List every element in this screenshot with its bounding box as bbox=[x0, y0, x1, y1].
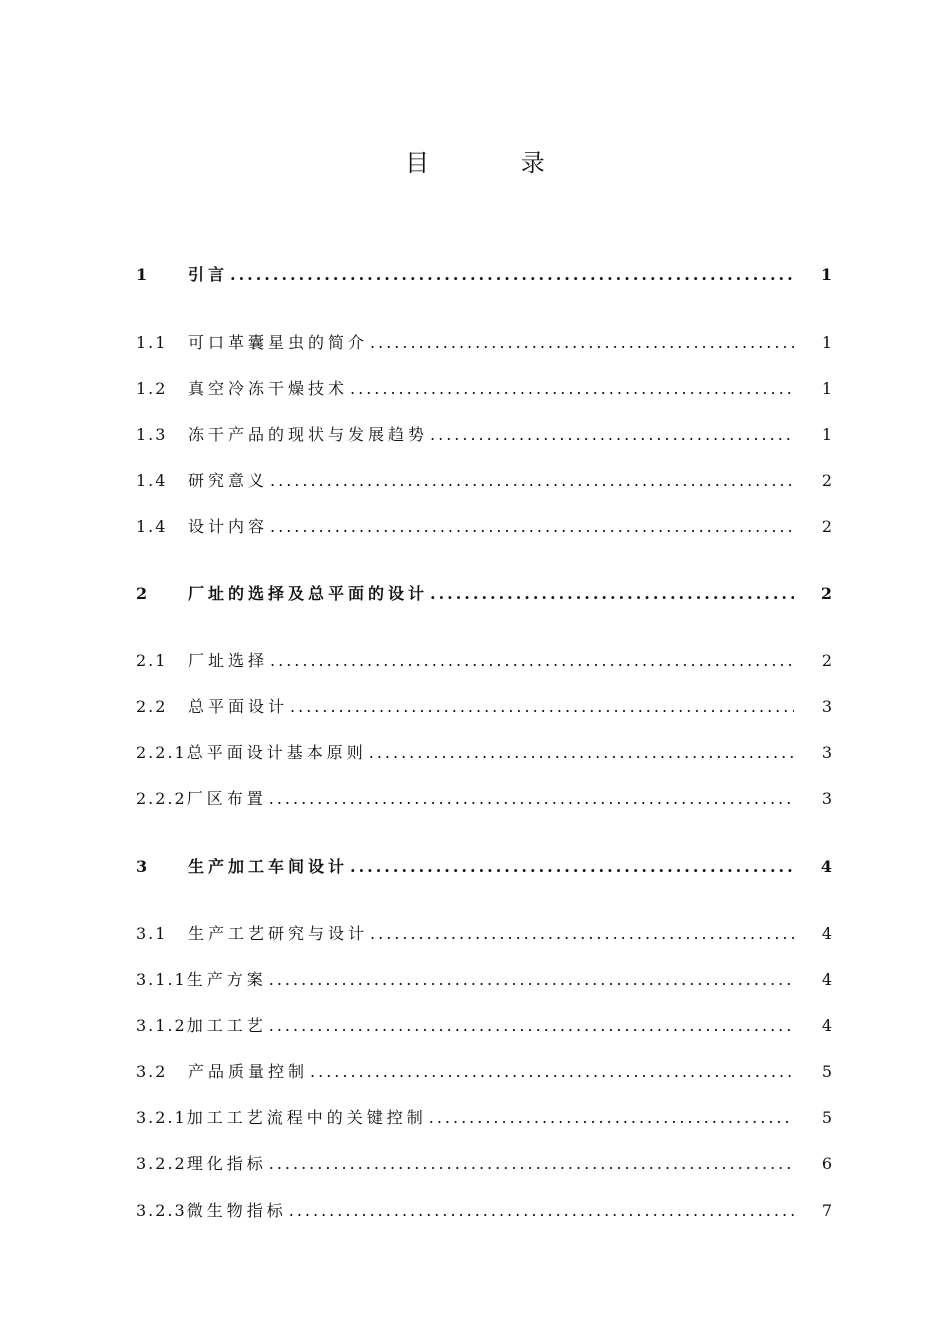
toc-entry-title: 引言 bbox=[188, 265, 229, 284]
toc-entry-number: 2.1 bbox=[136, 651, 168, 670]
toc-entry[interactable] bbox=[136, 1198, 832, 1224]
toc-entry-title: 理化指标 bbox=[186, 1154, 267, 1173]
toc-leader-dots bbox=[269, 786, 794, 812]
toc-entry-number: 3.1.1 bbox=[136, 970, 187, 989]
toc-entry-page: 2 bbox=[821, 651, 832, 670]
toc-entry[interactable] bbox=[136, 422, 832, 448]
toc-leader-dots bbox=[269, 967, 794, 993]
toc-entry-number: 3.2 bbox=[136, 1062, 168, 1081]
toc-entry[interactable] bbox=[136, 648, 832, 674]
toc-entry-page: 3 bbox=[821, 789, 832, 808]
toc-leader-dots bbox=[430, 581, 794, 607]
toc-entry-title: 总平面设计基本原则 bbox=[186, 743, 367, 762]
toc-entry[interactable] bbox=[136, 740, 832, 766]
toc-entry[interactable] bbox=[136, 1105, 832, 1131]
toc-leader-dots bbox=[350, 854, 794, 880]
toc-leader-dots bbox=[289, 1198, 794, 1224]
toc-entry-title: 真空冷冻干燥技术 bbox=[188, 379, 349, 398]
toc-entry-number: 1.2 bbox=[136, 379, 168, 398]
toc-entry-number: 3.1.2 bbox=[136, 1016, 187, 1035]
toc-leader-dots bbox=[269, 1151, 794, 1177]
toc-entry-page: 1 bbox=[821, 333, 832, 352]
toc-leader-dots bbox=[310, 1059, 794, 1085]
toc-entry-title: 厂址的选择及总平面的设计 bbox=[188, 584, 429, 603]
toc-entry[interactable] bbox=[136, 581, 832, 607]
toc-entry[interactable] bbox=[136, 694, 832, 720]
toc-entry-page: 3 bbox=[821, 743, 832, 762]
toc-entry-number: 2.2.2 bbox=[136, 789, 187, 808]
toc-entry-page: 6 bbox=[821, 1154, 832, 1173]
toc-entry-number: 3.2.3 bbox=[136, 1201, 187, 1220]
toc-entry-page: 7 bbox=[821, 1201, 832, 1220]
toc-entry[interactable] bbox=[136, 1151, 832, 1177]
toc-entry-page: 1 bbox=[821, 379, 832, 398]
toc-entry-number: 3 bbox=[136, 857, 150, 876]
toc-entry[interactable] bbox=[136, 1013, 832, 1039]
toc-entry[interactable] bbox=[136, 786, 832, 812]
toc-entry-number: 1.4 bbox=[136, 517, 168, 536]
toc-entry-title: 生产工艺研究与设计 bbox=[188, 924, 369, 943]
toc-entry-page: 5 bbox=[821, 1108, 832, 1127]
toc-entry-page: 2 bbox=[821, 517, 832, 536]
toc-entry-page: 3 bbox=[821, 697, 832, 716]
toc-entry[interactable] bbox=[136, 468, 832, 494]
toc-leader-dots bbox=[370, 921, 794, 947]
toc-entry[interactable] bbox=[136, 376, 832, 402]
toc-entry-number: 1 bbox=[136, 265, 150, 284]
toc-entry-page: 4 bbox=[820, 857, 832, 876]
toc-entry-page: 2 bbox=[820, 584, 832, 603]
toc-entry-page: 4 bbox=[821, 970, 832, 989]
toc-entry-page: 1 bbox=[820, 265, 832, 284]
toc-entry[interactable] bbox=[136, 262, 832, 288]
toc-entry-title: 微生物指标 bbox=[186, 1201, 287, 1220]
toc-entry-title: 厂区布置 bbox=[186, 789, 267, 808]
toc-entry[interactable] bbox=[136, 330, 832, 356]
toc-entry-number: 1.1 bbox=[136, 333, 168, 352]
toc-leader-dots bbox=[290, 694, 794, 720]
toc-entry-number: 2.2.1 bbox=[136, 743, 187, 762]
toc-entry-title: 加工工艺流程中的关键控制 bbox=[186, 1108, 427, 1127]
toc-leader-dots bbox=[370, 330, 794, 356]
toc-entry-title: 产品质量控制 bbox=[188, 1062, 309, 1081]
toc-entry-number: 2 bbox=[136, 584, 150, 603]
toc-entry-title: 冻干产品的现状与发展趋势 bbox=[188, 425, 429, 444]
toc-entry-number: 3.1 bbox=[136, 924, 168, 943]
toc-entry-number: 2.2 bbox=[136, 697, 168, 716]
toc-entry-page: 4 bbox=[821, 1016, 832, 1035]
toc-entry-title: 研究意义 bbox=[188, 471, 269, 490]
toc-entry-page: 5 bbox=[821, 1062, 832, 1081]
toc-leader-dots bbox=[429, 1105, 794, 1131]
toc-entry-number: 1.3 bbox=[136, 425, 168, 444]
toc-leader-dots bbox=[230, 262, 794, 288]
toc-leader-dots bbox=[269, 1013, 794, 1039]
toc-entry-title: 加工工艺 bbox=[186, 1016, 267, 1035]
toc-entry-page: 1 bbox=[821, 425, 832, 444]
toc-entry-title: 生产方案 bbox=[186, 970, 267, 989]
toc-leader-dots bbox=[270, 514, 794, 540]
toc-entry[interactable] bbox=[136, 967, 832, 993]
toc-leader-dots bbox=[270, 648, 794, 674]
toc-leader-dots bbox=[369, 740, 794, 766]
toc-entry[interactable] bbox=[136, 1059, 832, 1085]
toc-entry-page: 4 bbox=[821, 924, 832, 943]
toc-leader-dots bbox=[270, 468, 794, 494]
toc-entry-title: 可口革囊星虫的简介 bbox=[188, 333, 369, 352]
toc-entry[interactable] bbox=[136, 854, 832, 880]
toc-entry[interactable] bbox=[136, 921, 832, 947]
toc-entry-title: 设计内容 bbox=[188, 517, 269, 536]
toc-leader-dots bbox=[430, 422, 794, 448]
toc-leader-dots bbox=[350, 376, 794, 402]
toc-entry-page: 2 bbox=[821, 471, 832, 490]
toc-entry-title: 厂址选择 bbox=[188, 651, 269, 670]
page-title: 目 录 bbox=[405, 149, 587, 177]
toc-entry-number: 3.2.2 bbox=[136, 1154, 187, 1173]
toc-entry-number: 1.4 bbox=[136, 471, 168, 490]
toc-entry-number: 3.2.1 bbox=[136, 1108, 187, 1127]
toc-entry[interactable] bbox=[136, 514, 832, 540]
toc-entry-title: 总平面设计 bbox=[188, 697, 289, 716]
toc-entry-title: 生产加工车间设计 bbox=[188, 857, 349, 876]
